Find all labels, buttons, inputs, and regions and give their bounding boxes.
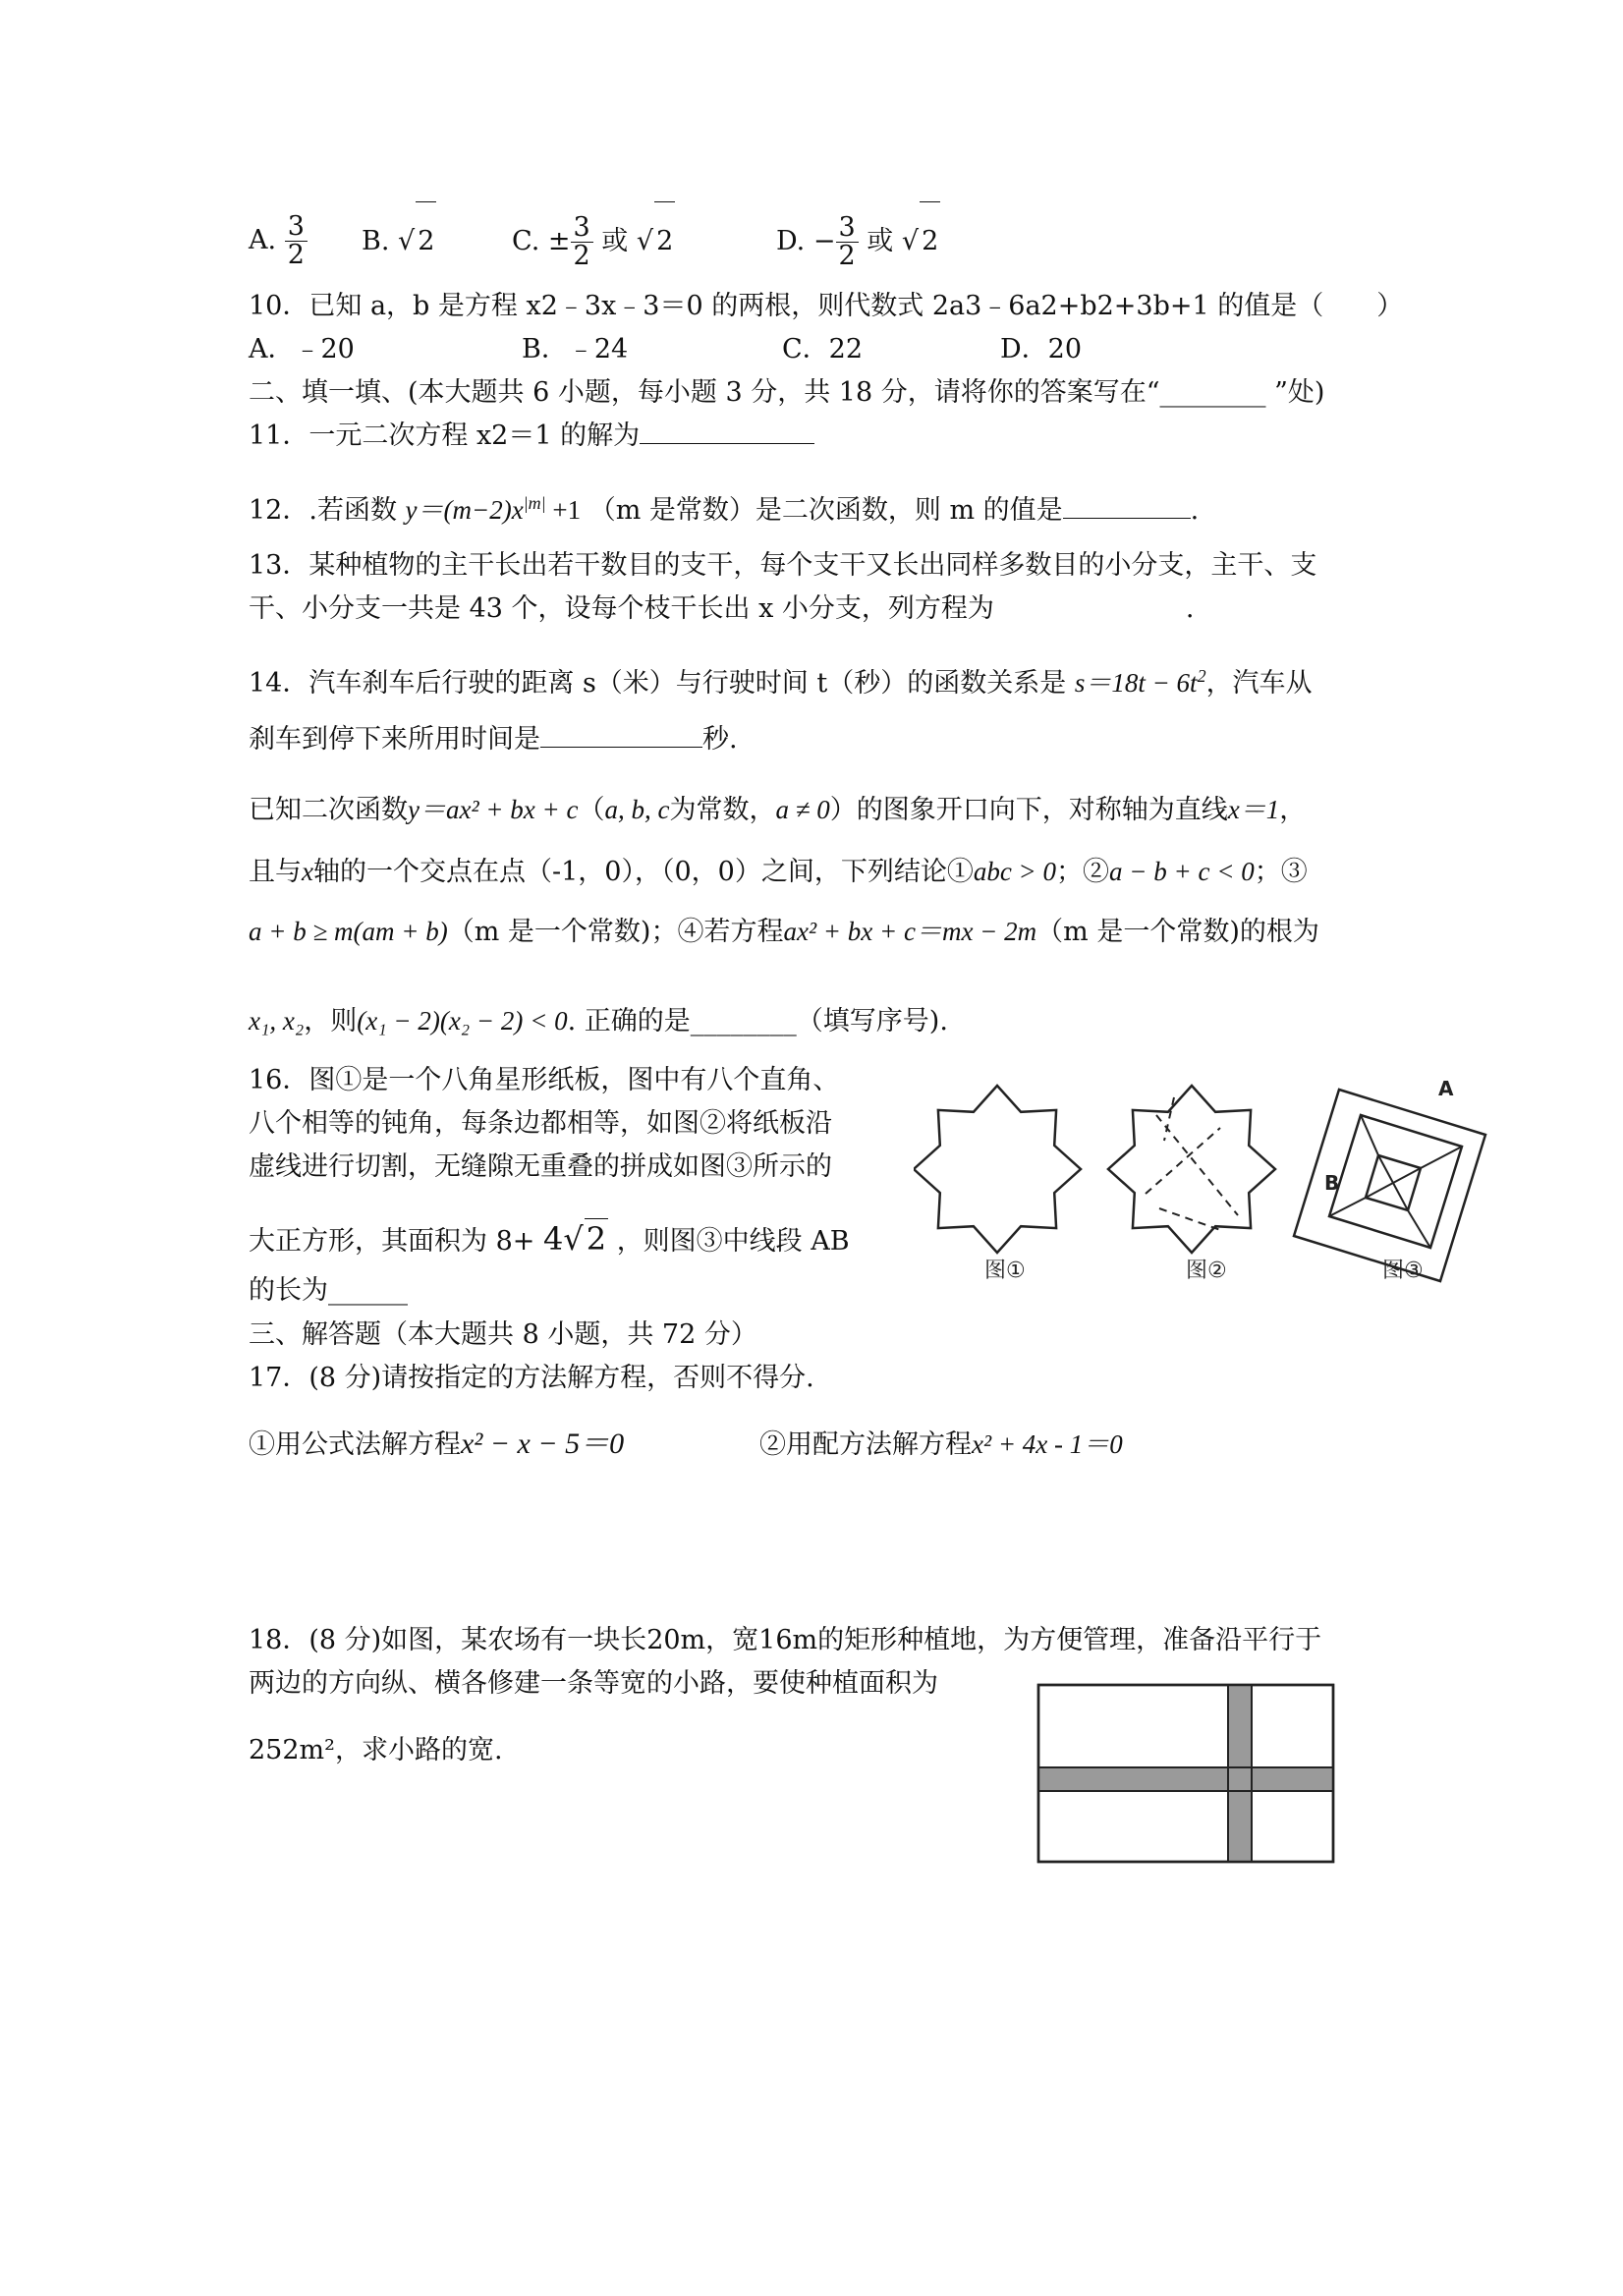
q16-line5: 的长为______ xyxy=(249,1275,408,1306)
q12-answer-blank xyxy=(1063,492,1191,519)
figure-2-caption: 图② xyxy=(1186,1259,1227,1283)
q12-function: $y=(m-2)x^{|m|} +1$ xyxy=(405,493,582,525)
q18-line3: 252m²，求小路的宽. xyxy=(249,1735,503,1765)
figure-1-caption: 图① xyxy=(984,1259,1026,1283)
cut-octagram-figure xyxy=(1108,1086,1275,1253)
q14-line1: 14．汽车刹车后行驶的距离 s（米）与行驶时间 t（秒）的函数关系是 $s=18t - 6t^2$，汽车从 xyxy=(249,666,1313,699)
q15-line3: a + b ≥ m(am + b)（m 是一个常数)；④若方程ax² + bx + c＝mx − 2m（m 是一个常数)的根为 xyxy=(249,917,1319,947)
q16-figures xyxy=(914,1056,1503,1307)
horizontal-road xyxy=(1038,1767,1333,1791)
q18-field-diagram xyxy=(1036,1683,1341,1870)
q10-option-d: D．20 xyxy=(1000,334,1083,364)
q18-line1: 18．(8 分)如图，某农场有一块长20m，宽16m的矩形种植地，为方便管理，准备沿平行于 xyxy=(249,1625,1322,1655)
q10-option-c: C．22 xyxy=(782,334,864,364)
point-a-label: A xyxy=(1438,1077,1454,1100)
q10-options xyxy=(249,330,1133,369)
q18-line2: 两边的方向纵、横各修建一条等宽的小路，要使种植面积为 xyxy=(249,1668,938,1699)
q12: 12．.若函数 $y=(m-2)x^{|m|} +1$ （m 是常数）是二次函数，则 m 的值是 . xyxy=(249,493,1200,526)
q17-parts xyxy=(249,1425,1231,1468)
section2-title: 二、填一填、(本大题共 6 小题，每小题 3 分，共 18 分，请将你的答案写在“________ ”处) xyxy=(249,377,1325,408)
q17-stem: 17．(8 分)请按指定的方法解方程，否则不得分. xyxy=(249,1363,814,1393)
q10-option-b: B．﹣24 xyxy=(522,334,629,364)
q14-answer-blank xyxy=(540,721,702,748)
section3-title: 三、解答题（本大题共 8 小题，共 72 分） xyxy=(249,1319,757,1350)
q11-answer-blank xyxy=(640,418,814,444)
q9-option-b: B. √ 2 xyxy=(362,201,436,281)
q9-a-fraction: $\frac{3}{2}$ xyxy=(285,213,308,269)
q17-part2: ②用配方法解方程x² + 4x - 1＝0 xyxy=(759,1429,1123,1460)
q15-line2: 且与x轴的一个交点在点（-1，0），（0，0）之间，下列结论①abc > 0；②a − b + c < 0；③ xyxy=(249,857,1308,887)
q9-option-a: A. $\frac{3}{2}$ xyxy=(249,201,308,280)
q14-line2: 刹车到停下来所用时间是 秒. xyxy=(249,720,738,759)
q9-option-c: C. ± $\frac{3}{2}$ 或 √ 2 xyxy=(512,201,675,281)
q13-line2: 干、小分支一共是 43 个，设每个枝干长出 x 小分支，列方程为 . xyxy=(249,593,1195,624)
q14-formula: $s=18t - 6t^2$ xyxy=(1074,666,1206,698)
octagram-figure xyxy=(914,1086,1081,1253)
q9-option-d: D. − $\frac{3}{2}$ 或 √ 2 xyxy=(776,201,940,281)
q13-line1: 13．某种植物的主干长出若干数目的支干，每个支干又长出同样多数目的小分支，主干、支 xyxy=(249,550,1317,581)
q16-line1: 16．图①是一个八角星形纸板，图中有八个直角、 xyxy=(249,1065,840,1095)
figure-3-caption: 图③ xyxy=(1382,1259,1424,1283)
q10-option-a: A．﹣20 xyxy=(249,334,355,364)
q15-line1: 已知二次函数y＝ax² + bx + c（a, b, c为常数，a ≠ 0）的图象开口向下，对称轴为直线x＝1， xyxy=(249,795,1307,825)
q15-line4: x₁, x₂，则(x₁ − 2)(x₂ − 2) < 0. 正确的是________（填写序号). xyxy=(249,1006,948,1036)
q11: 11．一元二次方程 x2＝1 的解为 xyxy=(249,417,814,456)
assembled-square-figure xyxy=(1294,1090,1485,1281)
q16-line3: 虚线进行切割，无缝隙无重叠的拼成如图③所示的 xyxy=(249,1151,832,1182)
point-b-label: B xyxy=(1324,1171,1340,1195)
q10-stem: 10．已知 a，b 是方程 x2﹣3x﹣3＝0 的两根，则代数式 2a3﹣6a2+b2+3b+1 的值是（ ） xyxy=(249,291,1404,321)
q16-line4: 大正方形，其面积为 8+ 4√2 ，则图③中线段 AB xyxy=(249,1220,850,1258)
q16-line2: 八个相等的钝角，每条边都相等，如图②将纸板沿 xyxy=(249,1108,832,1139)
q17-part1: ①用公式法解方程x² − x − 5＝0 xyxy=(249,1428,625,1460)
